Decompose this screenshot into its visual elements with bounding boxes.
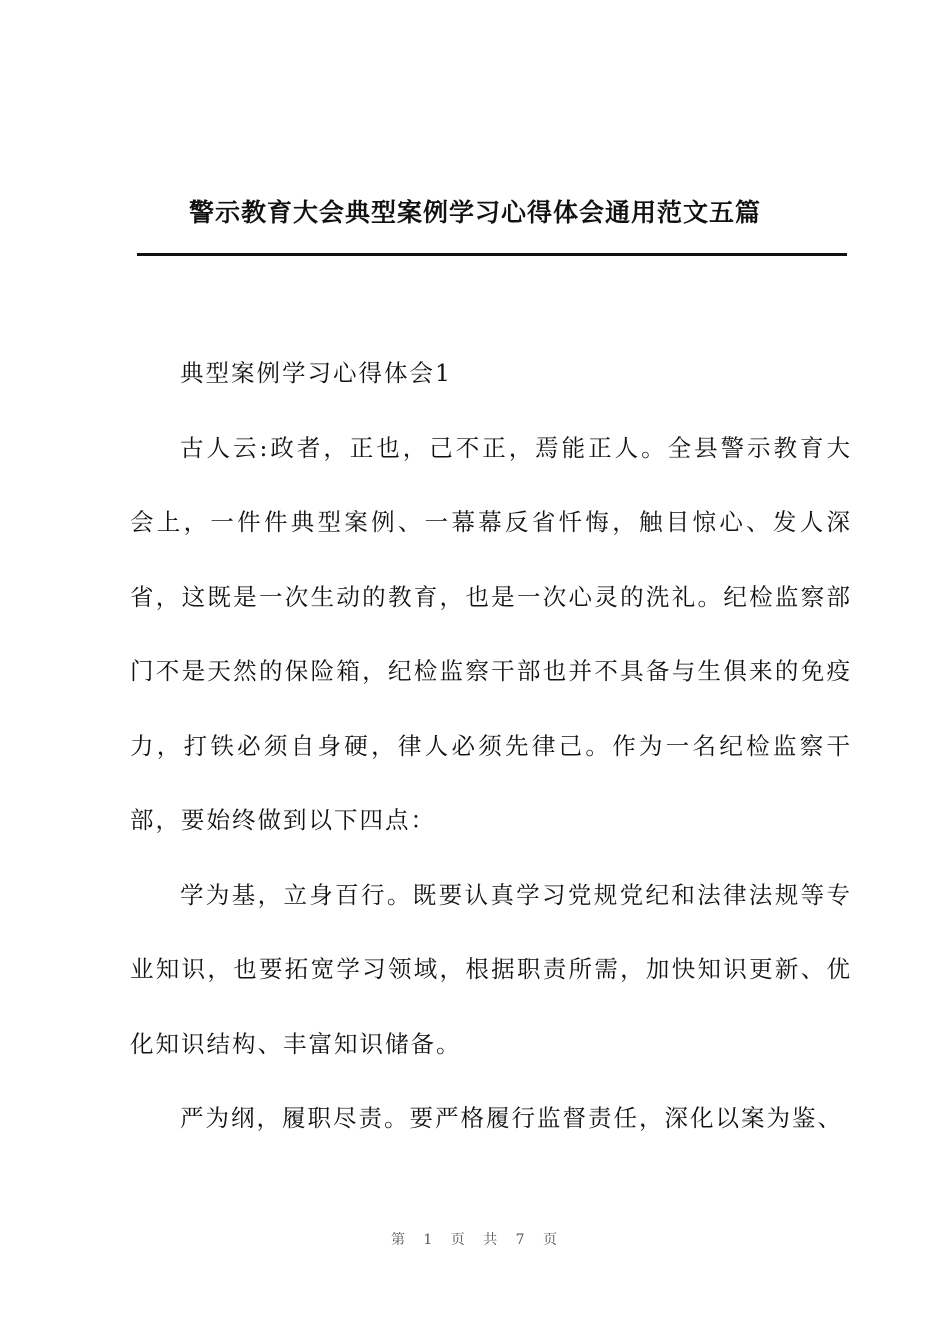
paragraph-strict: 严为纲，履职尽责。要严格履行监督责任，深化以案为鉴、 (180, 1104, 843, 1132)
title-underline (137, 253, 847, 256)
paragraph-study: 学为基，立身百行。既要认真学习党规党纪和法律法规等专业知识，也要拓宽学习领域，根据职责所需，加快知识更新、优化知识结构、丰富知识储备。 (130, 880, 852, 1058)
document-title: 警示教育大会典型案例学习心得体会通用范文五篇 (188, 198, 761, 227)
page-number-footer: 第 1 页 共 7 页 (390, 1232, 560, 1248)
document-body (130, 336, 852, 1156)
paragraph-intro: 古人云:政者，正也，己不正，焉能正人。全县警示教育大会上，一件件典型案例、一幕幕反省忏悔，触目惊心、发人深省，这既是一次生动的教育，也是一次心灵的洗礼。纪检监察部门不是天然的保险箱，纪检监察干部也并不具备与生俱来的免疫力，打铁必须自身硬，律人必须先律己。作为一名纪检监察干部，要始终做到以下四点： (130, 433, 852, 834)
section-heading: 典型案例学习心得体会1 (180, 359, 452, 387)
